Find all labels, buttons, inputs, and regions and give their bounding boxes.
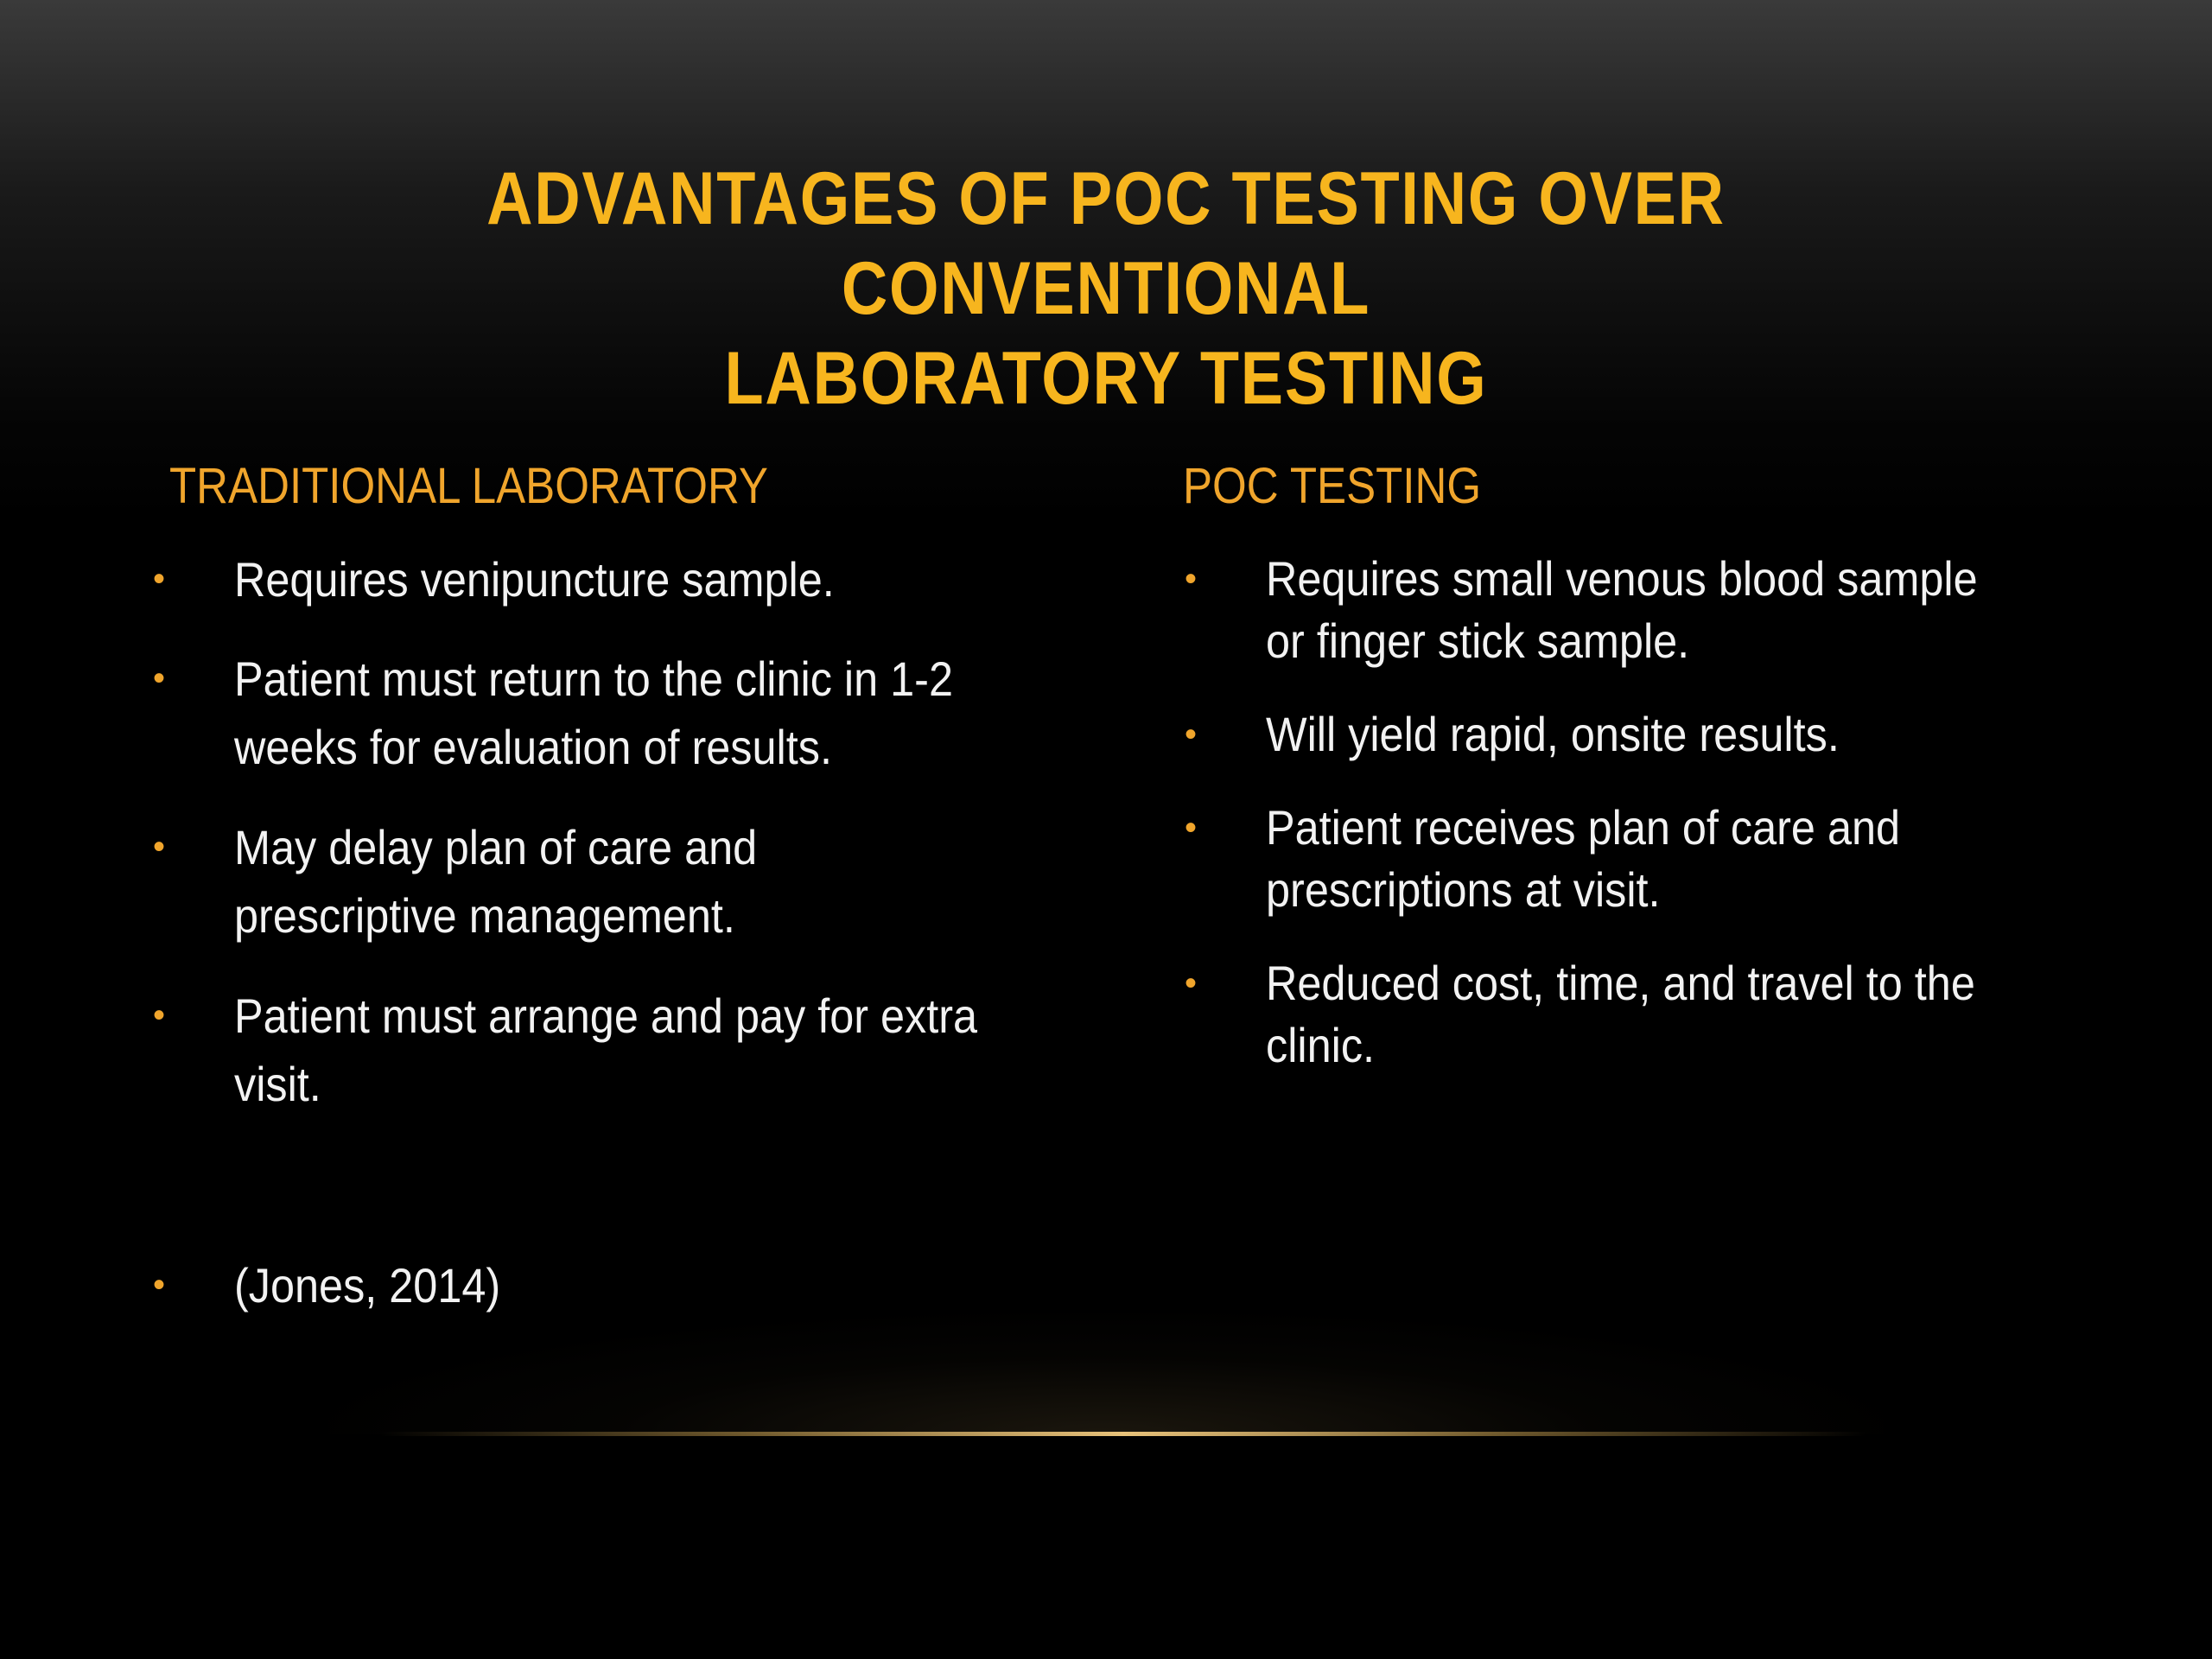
bullet-icon: • [1185,560,1198,598]
list-item [1185,952,2056,1077]
list-item [153,982,1060,1118]
list-item-text: Patient receives plan of care and prescriptions at visit. [1266,800,1901,917]
list-item [153,813,1060,950]
traditional-laboratory-heading: TRADITIONAL LABORATORY [169,458,768,514]
list-item-text: May delay plan of care and prescriptive management. [234,820,758,943]
citation [153,1251,530,1319]
list-item-text: Requires small venous blood sample or finger stick sample. [1266,551,1978,668]
slide-title-line-2: LABORATORY TESTING [724,337,1488,420]
bullet-icon: • [1185,809,1198,847]
list-item [1185,548,2056,672]
list-item-text: Reduced cost, time, and travel to the clinic. [1266,956,1975,1072]
decorative-glow [328,1313,1884,1434]
poc-testing-heading: POC TESTING [1183,458,1482,514]
bullet-icon: • [153,560,166,598]
list-item-text: Requires venipuncture sample. [234,552,835,607]
list-item [1185,797,2056,921]
traditional-laboratory-list [153,545,1060,1118]
bullet-icon: • [153,828,166,866]
bullet-icon: • [153,1266,166,1304]
list-item-text: Patient must arrange and pay for extra visit. [234,988,978,1111]
slide-title-line-1: ADVANTAGES OF POC TESTING OVER CONVENTIONAL [486,157,1726,330]
list-item [153,645,1060,781]
bullet-icon: • [1185,715,1198,753]
slide-title [289,154,1923,423]
list-item [1185,703,2056,766]
bullet-icon: • [153,996,166,1034]
decorative-gold-line [380,1432,1866,1436]
list-item-text: Will yield rapid, onsite results. [1266,707,1840,761]
list-item [153,545,1060,613]
bullet-icon: • [1185,964,1198,1002]
bullet-icon: • [153,659,166,697]
citation-text: (Jones, 2014) [234,1258,501,1313]
list-item-text: Patient must return to the clinic in 1-2 weeks for evaluation of results. [234,652,953,774]
poc-testing-list [1185,548,2056,1077]
citation-list [153,1251,530,1319]
